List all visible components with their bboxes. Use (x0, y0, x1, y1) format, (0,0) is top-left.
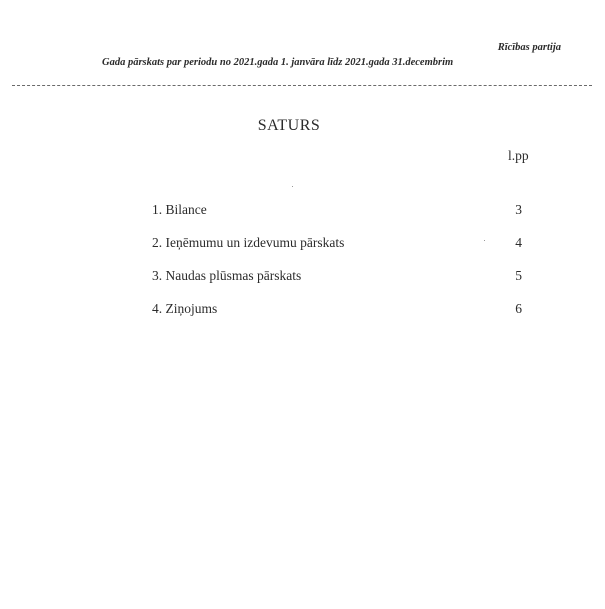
toc-item-page: 4 (515, 235, 522, 250)
toc-item-label: 4. Ziņojums (152, 301, 218, 316)
page-column-label: l.pp (508, 148, 529, 163)
toc-item-label: 3. Naudas plūsmas pārskats (152, 268, 302, 283)
scan-speck (484, 240, 485, 241)
toc-item (152, 268, 522, 286)
report-period-title: Gada pārskats par periodu no 2021.gada 1. janvāra līdz 2021.gada 31.decembrim (102, 57, 454, 68)
toc-item (152, 202, 522, 220)
document-heading: SATURS (257, 117, 321, 134)
toc-item-label: 2. Ieņēmumu un izdevumu pārskats (152, 235, 345, 250)
header-divider (12, 85, 592, 86)
toc-item (152, 301, 522, 319)
toc-item-page: 6 (515, 301, 522, 316)
toc-item-page: 3 (515, 202, 522, 217)
org-name: Rīcības partija (497, 42, 561, 53)
toc-item-label: 1. Bilance (152, 202, 207, 217)
toc-item-page: 5 (515, 268, 522, 283)
toc-item (152, 235, 522, 253)
scan-speck (292, 186, 293, 187)
